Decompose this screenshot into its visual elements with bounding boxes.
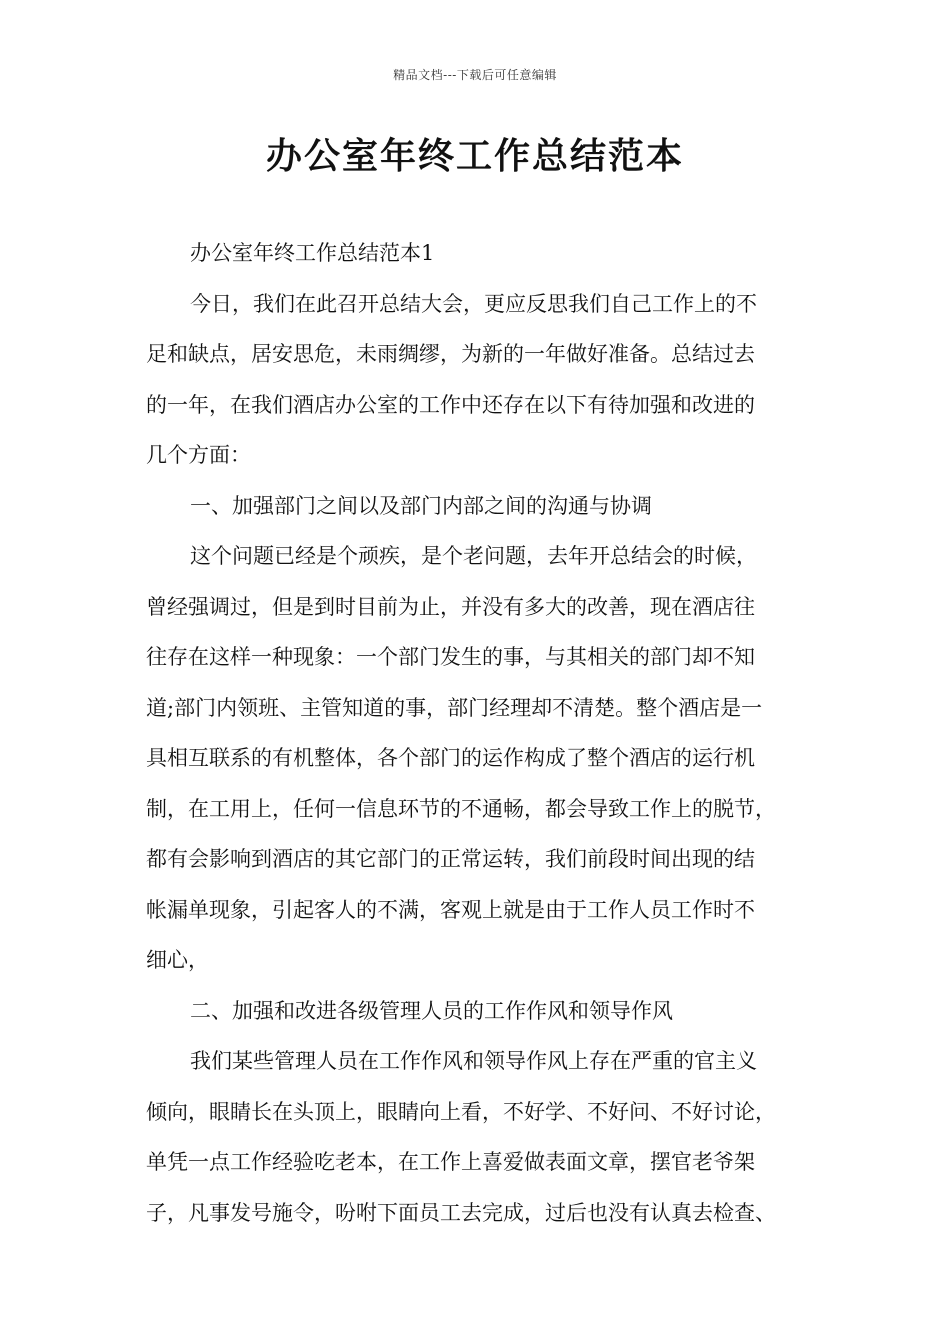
text-line: 单凭一点工作经验吃老本，在工作上喜爱做表面文章，摆官老爷架 [146, 1150, 755, 1174]
document-title: 办公室年终工作总结范本 [265, 136, 684, 177]
document-body [146, 228, 806, 1238]
text-line: 子，凡事发号施令，吩咐下面员工去完成，过后也没有认真去检查、 [146, 1200, 776, 1225]
text-line: 制，在工用上，任何一信息环节的不通畅，都会导致工作上的脱节， [146, 796, 776, 821]
header-note: 精品文档---下载后可任意编辑 [393, 68, 557, 82]
text-line: 道;部门内领班、主管知道的事，部门经理却不清楚。整个酒店是一 [146, 695, 763, 720]
text-line: 帐漏单现象，引起客人的不满，客观上就是由于工作人员工作时不 [146, 897, 755, 922]
text-line: 二、加强和改进各级管理人员的工作作风和领导作风 [190, 998, 673, 1023]
text-line: 几个方面： [146, 443, 251, 467]
text-line: 倾向，眼睛长在头顶上，眼睛向上看，不好学、不好问、不好讨论， [146, 1099, 776, 1124]
text-line: 足和缺点，居安思危，未雨绸缪，为新的一年做好准备。总结过去 [146, 342, 755, 366]
text-line: 我们某些管理人员在工作作风和领导作风上存在严重的官主义 [190, 1049, 757, 1073]
text-line: 细心， [146, 948, 209, 972]
text-line: 往存在这样一种现象：一个部门发生的事，与其相关的部门却不知 [146, 645, 755, 669]
text-line: 的一年，在我们酒店办公室的工作中还存在以下有待加强和改进的 [146, 392, 755, 417]
text-line: 一、加强部门之间以及部门内部之间的沟通与协调 [190, 493, 652, 518]
text-line: 都有会影响到酒店的其它部门的正常运转，我们前段时间出现的结 [146, 847, 755, 871]
text-line: 曾经强调过，但是到时目前为止，并没有多大的改善，现在酒店往 [146, 594, 755, 619]
text-line: 这个问题已经是个顽疾，是个老问题，去年开总结会的时候， [190, 544, 757, 568]
text-line: 今日，我们在此召开总结大会，更应反思我们自己工作上的不 [190, 291, 757, 316]
text-line: 具相互联系的有机整体，各个部门的运作构成了整个酒店的运行机 [146, 746, 755, 770]
text-line: 办公室年终工作总结范本1 [190, 241, 435, 265]
